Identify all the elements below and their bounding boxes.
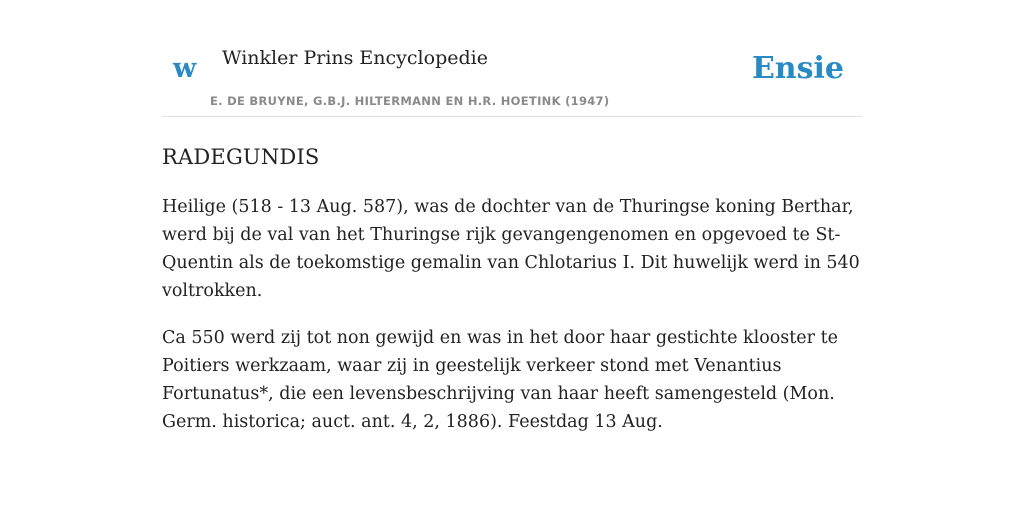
encyclopedia-header	[162, 0, 862, 117]
ensie-brand-link[interactable]: Ensie	[751, 51, 844, 86]
article-paragraph-2: Ca 550 werd zij tot non gewijd en was in het door haar gestichte klooster te Poitiers werkzaam, waar zij in geestelijk verkeer stond met Venantius Fortunatus*, die een levensbeschrijving van haar heeft samengesteld (Mon. Germ. historica; auct. ant. 4, 2, 1886). Feestdag 13 Aug.	[162, 328, 838, 432]
publication-title[interactable]: Winkler Prins Encyclopedie	[222, 47, 488, 69]
winkler-prins-logo-icon[interactable]: w	[173, 53, 197, 84]
article-title: RADEGUNDIS	[162, 145, 320, 169]
publication-authors: E. DE BRUYNE, G.B.J. HILTERMANN EN H.R. HOETINK (1947)	[210, 94, 610, 108]
page-container	[162, 0, 862, 436]
article-paragraph-1: Heilige (518 - 13 Aug. 587), was de dochter van de Thuringse koning Berthar, werd bij de val van het Thuringse rijk gevangengenomen en opgevoed te St-Quentin als de toekomstige gemalin van Chlotarius I. Dit huwelijk werd in 540 voltrokken.	[162, 197, 860, 301]
